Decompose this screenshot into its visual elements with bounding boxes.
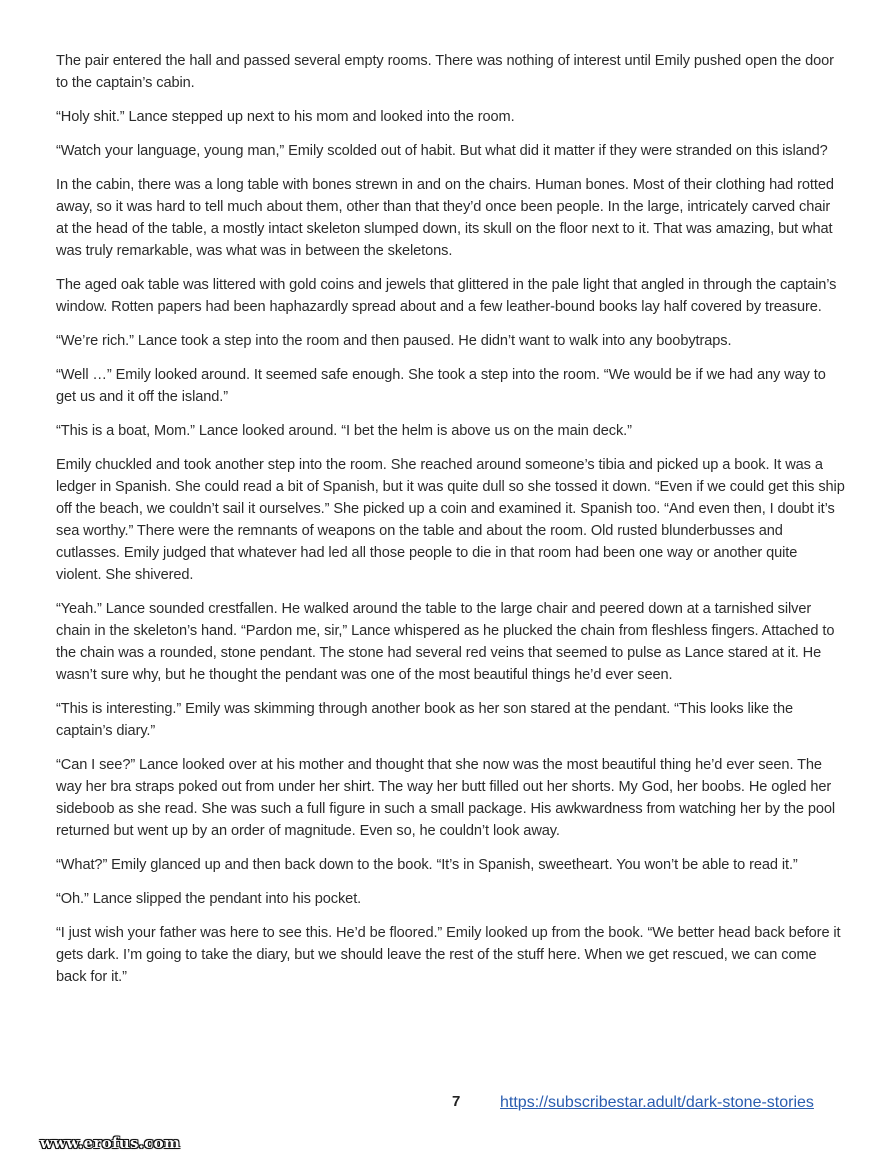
- paragraph: In the cabin, there was a long table with bones strewn in and on the chairs. Human bones. Most of their clothing had rotted away, so it was hard to tell much about them, other than that they’d once been people. In the large, intricately carved chair at the head of the table, a mostly intact skeleton slumped down, its skull on the floor next to it. That was amazing, but what was truly remarkable, was what was in between the skeletons.: [56, 177, 834, 259]
- paragraph: “This is a boat, Mom.” Lance looked around. “I bet the helm is above us on the main deck.”: [56, 423, 632, 439]
- paragraph: “Yeah.” Lance sounded crestfallen. He walked around the table to the large chair and peered down at a tarnished silver chain in the skeleton’s hand. “Pardon me, sir,” Lance whispered as he plucked the chain from fleshless fingers. Attached to the chain was a rounded, stone pendant. The stone had several red veins that seemed to pulse as Lance stared at it. He wasn’t sure why, but he thought the pendant was one of the most beautiful things he’d ever seen.: [56, 601, 835, 683]
- paragraph: “Holy shit.” Lance stepped up next to his mom and looked into the room.: [56, 109, 515, 125]
- page-footer: [0, 1093, 893, 1117]
- paragraph: “Watch your language, young man,” Emily scolded out of habit. But what did it matter if they were stranded on this island?: [56, 143, 828, 159]
- paragraph: The pair entered the hall and passed several empty rooms. There was nothing of interest until Emily pushed open the door to the captain’s cabin.: [56, 53, 834, 91]
- page-number: 7: [452, 1093, 461, 1110]
- paragraph: Emily chuckled and took another step into the room. She reached around someone’s tibia and picked up a book. It was a ledger in Spanish. She could read a bit of Spanish, but it was quite dull so she tossed it down. “Even if we could get this ship off the beach, we couldn’t sail it ourselves.” She picked up a coin and examined it. Spanish too. “And even then, I doubt it’s sea worthy.” There were the remnants of weapons on the table and about the room. Old rusted blunderbusses and cutlasses. Emily judged that whatever had led all those people to die in that room had been one way or another quite violent. She shivered.: [56, 457, 845, 583]
- paragraph: “Oh.” Lance slipped the pendant into his pocket.: [56, 891, 362, 907]
- subscribestar-link[interactable]: https://subscribestar.adult/dark-stone-stories: [500, 1094, 814, 1111]
- watermark: www.erofus.com: [40, 1134, 181, 1152]
- paragraph: “Can I see?” Lance looked over at his mother and thought that she now was the most beautiful thing he’d ever seen. The way her bra straps poked out from under her shirt. The way her butt filled out her shorts. My God, her boobs. He ogled her sideboob as she read. She was such a full figure in such a small package. His awkwardness from watching her by the pool returned but went up by an order of magnitude. Even so, he couldn’t look away.: [56, 757, 836, 839]
- paragraph: “We’re rich.” Lance took a step into the room and then paused. He didn’t want to walk into any boobytraps.: [56, 333, 732, 349]
- paragraph: “I just wish your father was here to see this. He’d be floored.” Emily looked up from the book. “We better head back before it gets dark. I’m going to take the diary, but we should leave the rest of the stuff here. When we get rescued, we can come back for it.”: [56, 925, 841, 985]
- paragraph: “What?” Emily glanced up and then back down to the book. “It’s in Spanish, sweetheart. You won’t be able to read it.”: [56, 857, 798, 873]
- paragraph: “Well …” Emily looked around. It seemed safe enough. She took a step into the room. “We would be if we had any way to get us and it off the island.”: [56, 367, 826, 405]
- paragraph: “This is interesting.” Emily was skimming through another book as her son stared at the pendant. “This looks like the captain’s diary.”: [56, 701, 793, 739]
- document-body: [56, 50, 846, 1000]
- paragraph: The aged oak table was littered with gold coins and jewels that glittered in the pale light that angled in through the captain’s window. Rotten papers had been haphazardly spread about and a few leather-bound books lay half covered by treasure.: [56, 277, 837, 315]
